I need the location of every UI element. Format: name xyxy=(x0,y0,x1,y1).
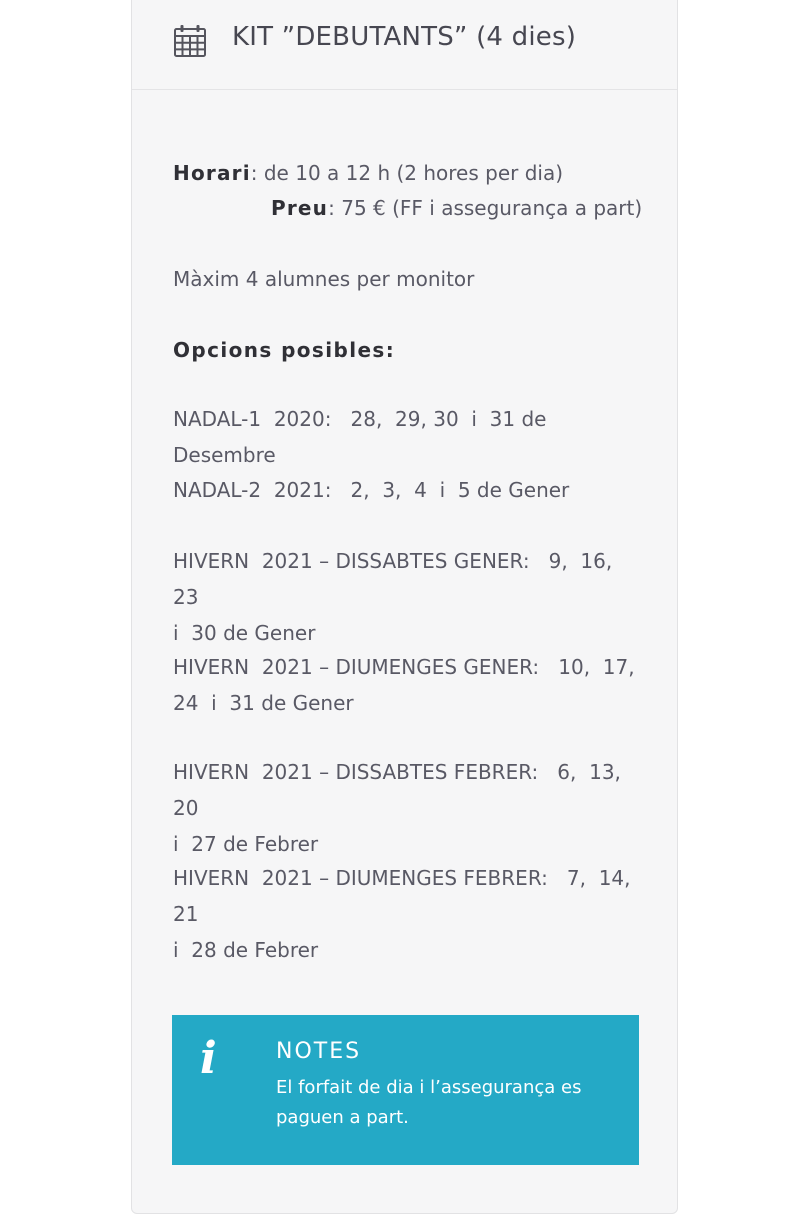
horari-value: : de 10 a 12 h (2 hores per dia) xyxy=(250,161,564,185)
notes-text: El forfait de dia i l’assegurança es paguen a part. xyxy=(276,1077,582,1128)
preu-value: : 75 € (FF i assegurança a part) xyxy=(328,196,643,220)
option-item: HIVERN 2021 – DISSABTES FEBRER: 6, 13, 20 i 27 de Febrer xyxy=(173,760,621,856)
option-item: HIVERN 2021 – DIUMENGES GENER: 10, 17, 24 i 31 de Gener xyxy=(173,655,635,715)
option-item: HIVERN 2021 – DISSABTES GENER: 9, 16, 23 i 30 de Gener xyxy=(173,549,613,645)
notes-title: NOTES xyxy=(276,1039,362,1064)
option-item: HIVERN 2021 – DIUMENGES FEBRER: 7, 14, 21 i 28 de Febrer xyxy=(173,866,631,962)
card-header xyxy=(132,0,677,90)
option-item: NADAL-2 2021: 2, 3, 4 i 5 de Gener xyxy=(173,478,570,502)
notes-box xyxy=(172,1015,639,1165)
preu-label: Preu xyxy=(271,196,329,220)
options-heading: Opcions posibles: xyxy=(173,338,396,362)
horari-line xyxy=(173,155,563,191)
horari-label: Horari xyxy=(173,161,251,185)
preu-line xyxy=(271,190,642,226)
course-card xyxy=(131,0,678,1214)
info-icon: i xyxy=(200,1033,217,1084)
card-title: KIT ”DEBUTANTS” (4 dies) xyxy=(232,22,577,52)
option-item: NADAL-1 2020: 28, 29, 30 i 31 de Desembre xyxy=(173,407,553,467)
capacity-text: Màxim 4 alumnes per monitor xyxy=(173,267,475,291)
calendar-icon xyxy=(172,23,208,59)
